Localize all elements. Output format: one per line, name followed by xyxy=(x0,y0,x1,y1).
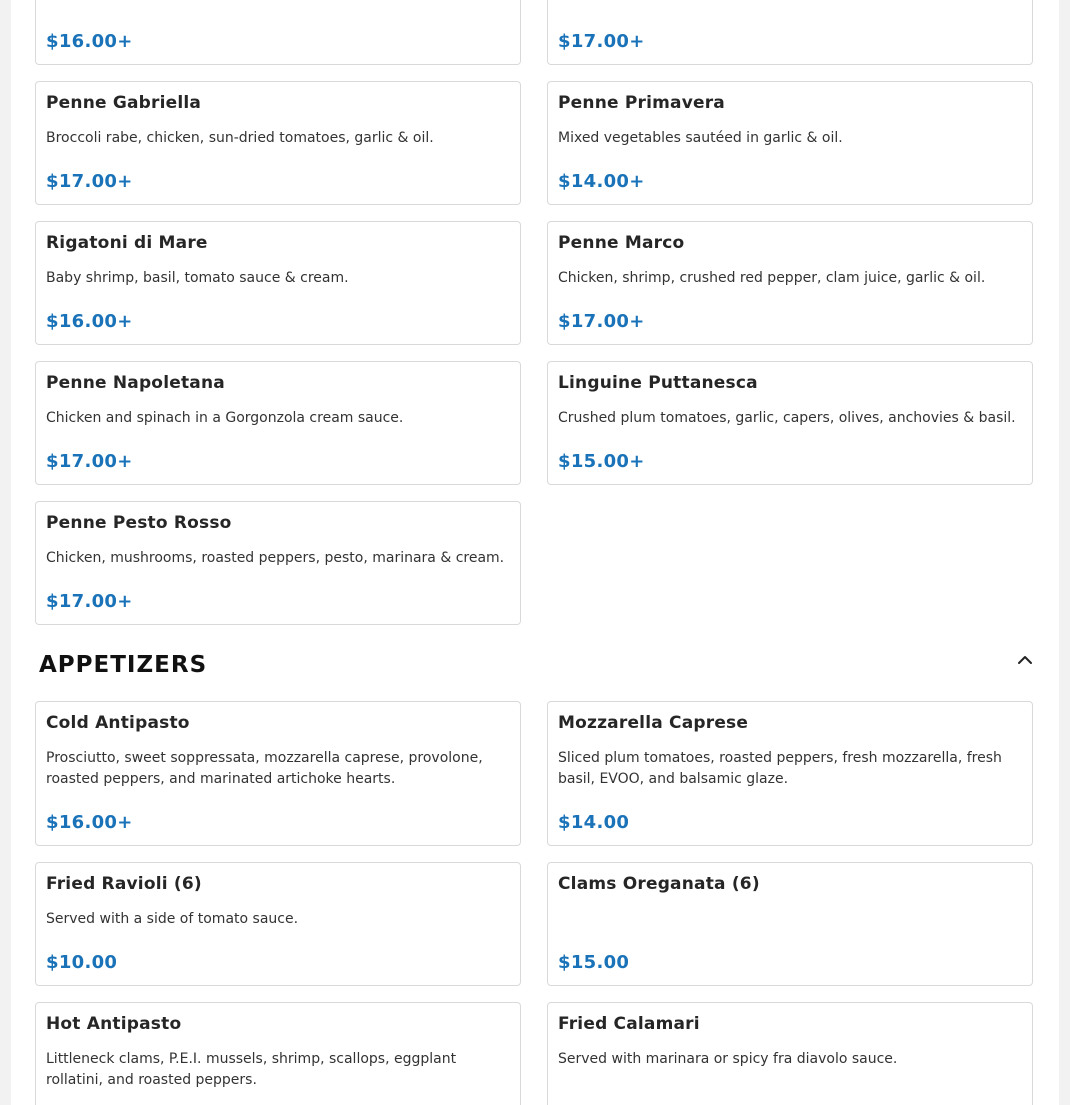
item-name: Penne Marco xyxy=(558,233,685,253)
item-description: Littleneck clams, P.E.I. mussels, shrimp, scallops, eggplant rollatini, and roasted peppers. xyxy=(46,1051,457,1088)
item-description: Prosciutto, sweet soppressata, mozzarella caprese, provolone, roasted peppers, and marinated artichoke hearts. xyxy=(46,750,483,787)
menu-item-card[interactable] xyxy=(547,81,1033,205)
item-description: Chicken, mushrooms, roasted peppers, pesto, marinara & cream. xyxy=(46,550,505,566)
item-name: Mozzarella Caprese xyxy=(558,713,749,733)
item-description: Crushed plum tomatoes, garlic, capers, olives, anchovies & basil. xyxy=(558,410,1016,426)
item-name: Penne Primavera xyxy=(558,93,725,113)
item-description: Chicken and spinach in a Gorgonzola cream sauce. xyxy=(46,410,404,426)
menu-page xyxy=(11,0,1059,1105)
menu-item-card[interactable] xyxy=(35,862,521,986)
item-description: Served with marinara or spicy fra diavolo sauce. xyxy=(558,1051,898,1067)
item-name: Penne Napoletana xyxy=(46,373,225,393)
menu-item-card[interactable] xyxy=(35,361,521,485)
menu-item-card[interactable] xyxy=(35,701,521,846)
item-description: Broccoli rabe, chicken, sun-dried tomatoes, garlic & oil. xyxy=(46,130,434,146)
chevron-up-icon[interactable] xyxy=(1015,651,1035,667)
item-price: $17.00+ xyxy=(46,171,133,192)
item-price: $17.00+ xyxy=(46,591,133,612)
section-title: APPETIZERS xyxy=(39,652,208,678)
item-name: Fried Ravioli (6) xyxy=(46,874,202,894)
item-description: Sliced plum tomatoes, roasted peppers, fresh mozzarella, fresh basil, EVOO, and balsamic glaze. xyxy=(558,750,1002,787)
item-description: Served with a side of tomato sauce. xyxy=(46,911,299,927)
item-price: $10.00 xyxy=(46,952,118,973)
item-name: Clams Oreganata (6) xyxy=(558,874,760,894)
menu-item-card[interactable] xyxy=(547,221,1033,345)
item-description: Mixed vegetables sautéed in garlic & oil. xyxy=(558,130,843,146)
menu-item-card[interactable] xyxy=(547,0,1033,65)
menu-item-card[interactable] xyxy=(35,0,521,65)
item-description: Chicken, shrimp, crushed red pepper, clam juice, garlic & oil. xyxy=(558,270,986,286)
item-price: $17.00+ xyxy=(558,311,645,332)
item-price: $14.00 xyxy=(558,812,630,833)
menu-item-card[interactable] xyxy=(35,501,521,625)
menu-item-card[interactable] xyxy=(35,1002,521,1105)
item-description: Baby shrimp, basil, tomato sauce & cream. xyxy=(46,270,349,286)
item-price: $17.00+ xyxy=(46,451,133,472)
item-price: $17.00+ xyxy=(558,31,645,52)
item-name: Penne Gabriella xyxy=(46,93,202,113)
item-name: Penne Pesto Rosso xyxy=(46,513,232,533)
item-price: $16.00+ xyxy=(46,812,133,833)
item-price: $15.00+ xyxy=(558,451,645,472)
menu-item-card[interactable] xyxy=(547,361,1033,485)
item-name: Linguine Puttanesca xyxy=(558,373,758,393)
item-price: $16.00+ xyxy=(46,31,133,52)
item-name: Fried Calamari xyxy=(558,1014,700,1034)
item-name: Cold Antipasto xyxy=(46,713,190,733)
menu-item-card[interactable] xyxy=(547,1002,1033,1105)
menu-item-card[interactable] xyxy=(35,81,521,205)
item-price: $14.00+ xyxy=(558,171,645,192)
item-price: $16.00+ xyxy=(46,311,133,332)
item-name: Hot Antipasto xyxy=(46,1014,182,1034)
menu-item-card[interactable] xyxy=(547,701,1033,846)
item-name: Rigatoni di Mare xyxy=(46,233,208,253)
item-price: $15.00 xyxy=(558,952,630,973)
menu-item-card[interactable] xyxy=(547,862,1033,986)
menu-item-card[interactable] xyxy=(35,221,521,345)
